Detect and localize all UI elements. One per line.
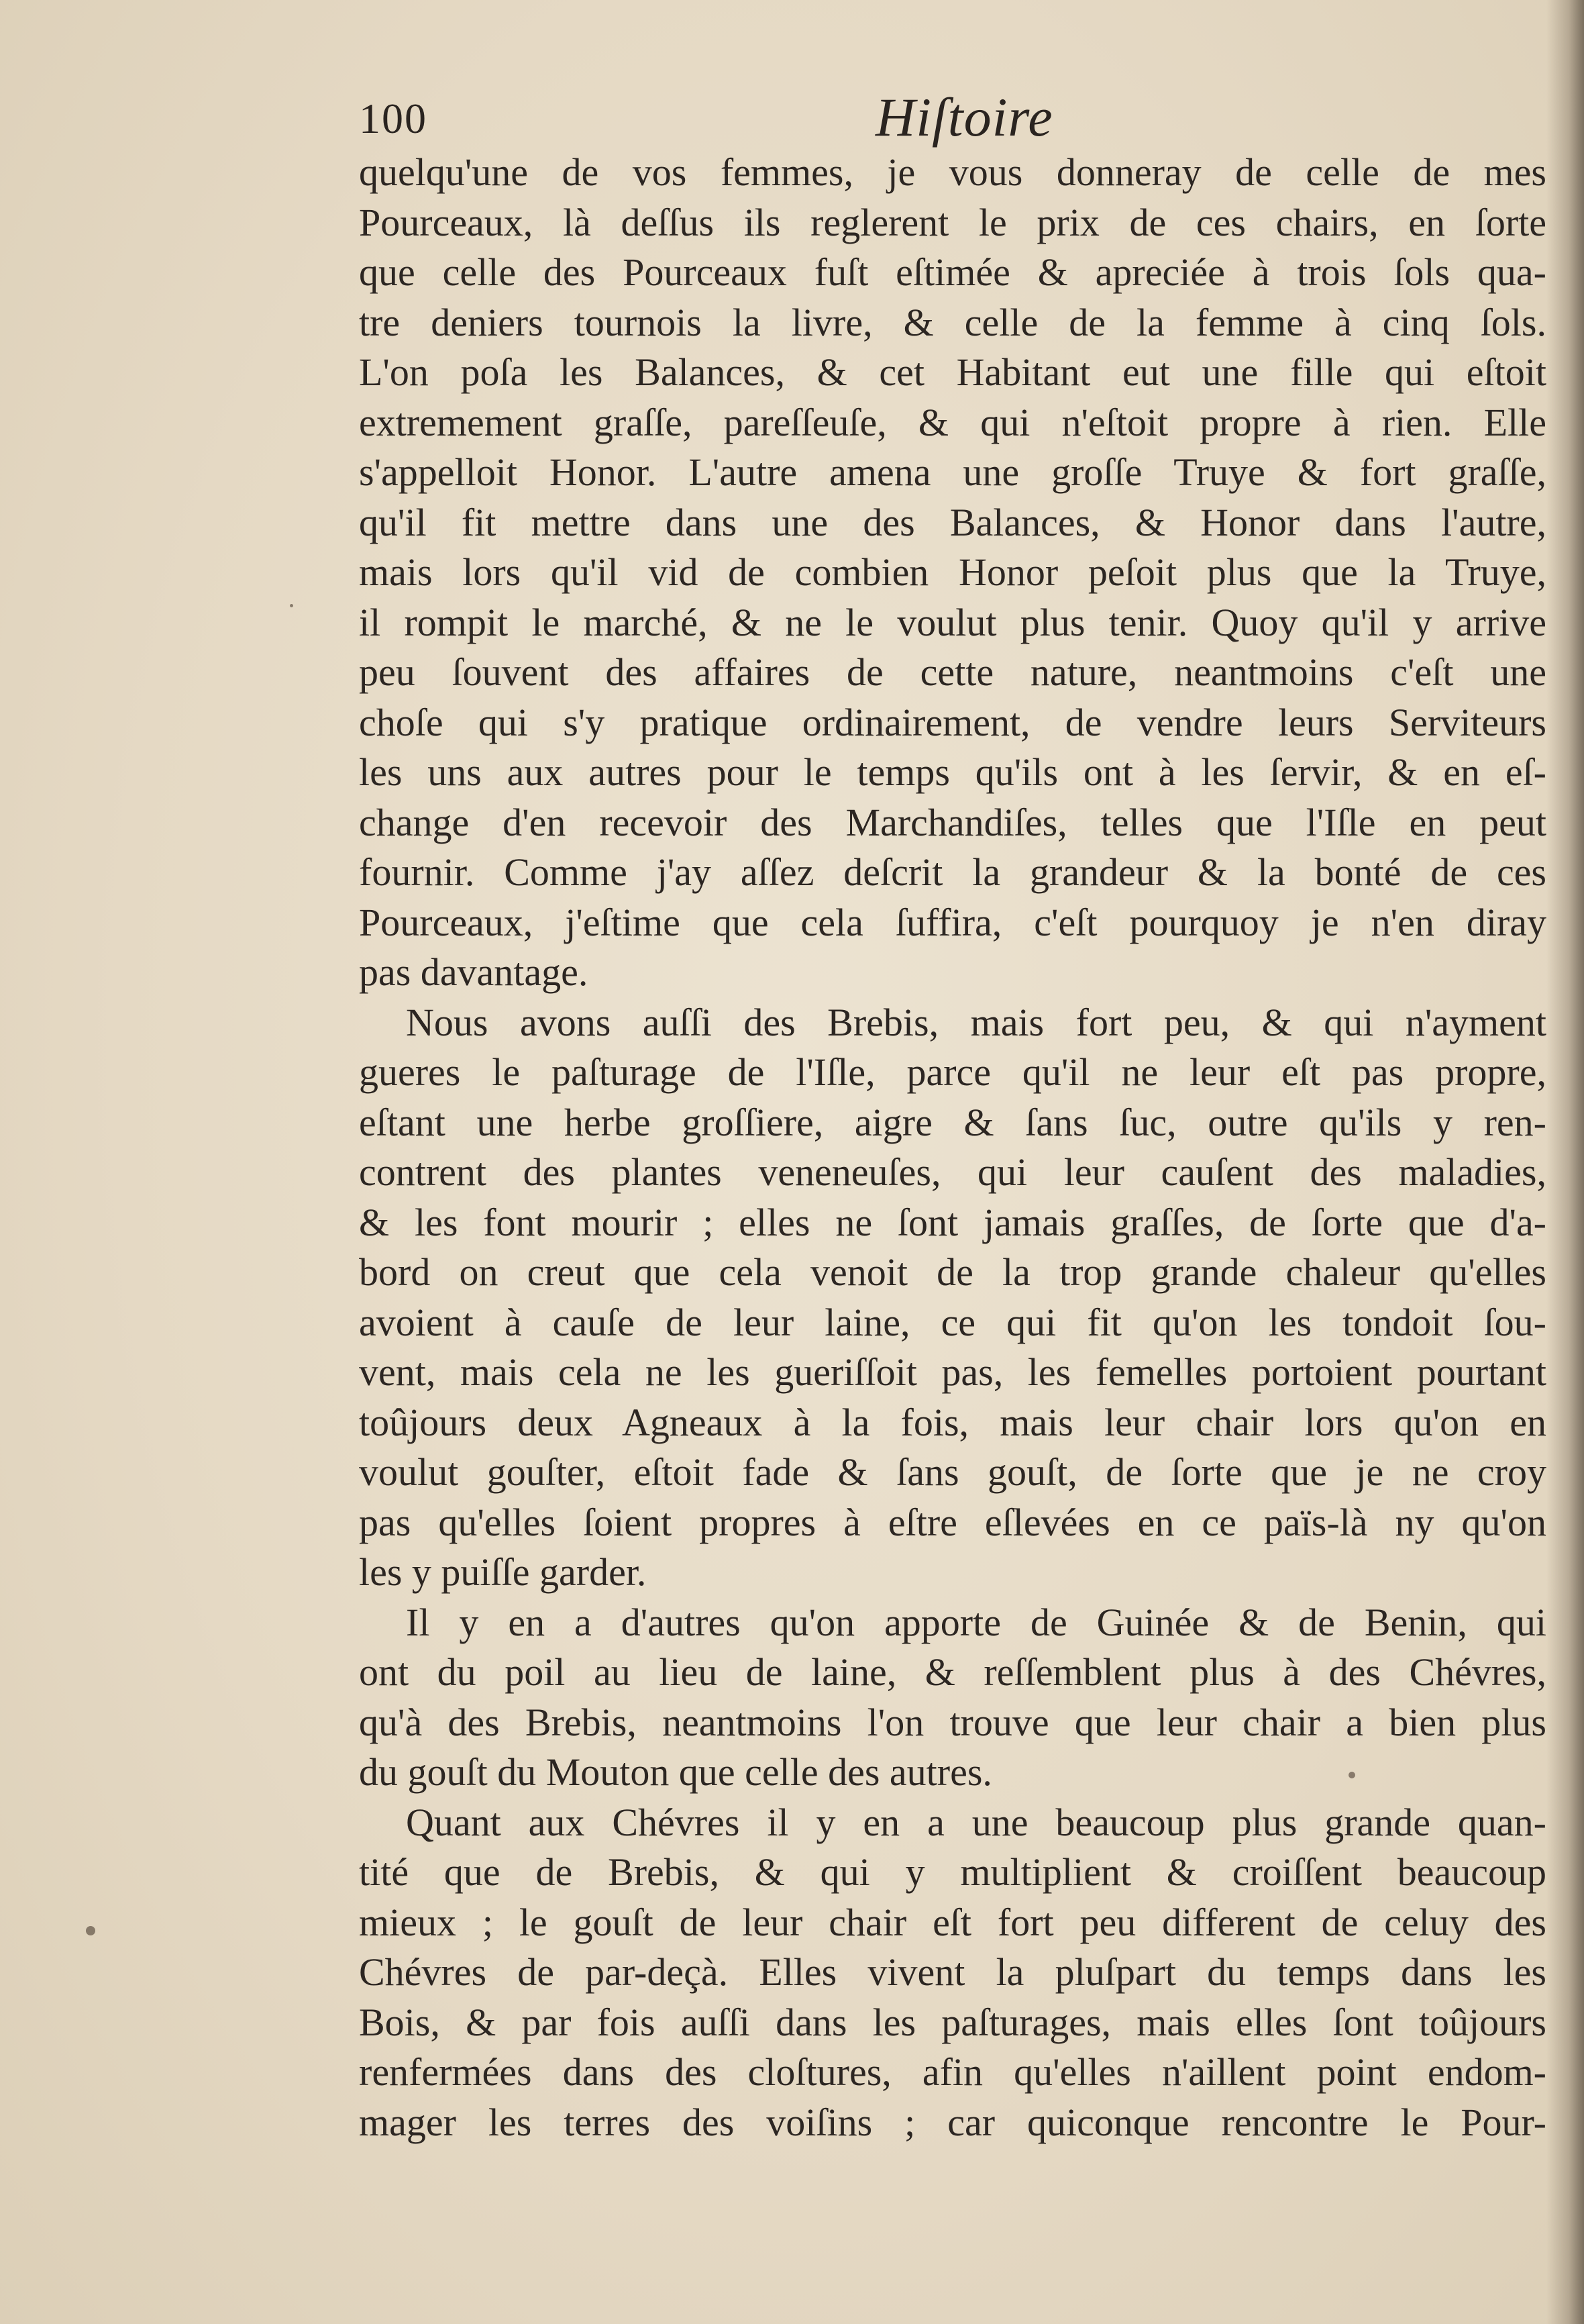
text-line: bord on creut que cela venoit de la trop grande chaleur qu'elles [359,1250,1546,1294]
text-line: fournir. Comme j'ay aſſez deſcrit la grandeur & la bonté de ces [359,850,1546,894]
text-line: pas davantage. [359,950,588,994]
text-line: mieux ; le gouſt de leur chair eſt fort peu different de celuy des [359,1900,1546,1944]
text-line: avoient à cauſe de leur laine, ce qui fit qu'on les tondoit ſou- [359,1300,1546,1344]
text-line: du gouſt du Mouton que celle des autres. [359,1750,992,1794]
paragraph-start-line: Nous avons auſſi des Brebis, mais fort peu, & qui n'ayment [406,1000,1546,1044]
text-line: contrent des plantes veneneuſes, qui leur cauſent des maladies, [359,1150,1546,1194]
text-line: les y puiſſe garder. [359,1550,647,1594]
text-line: L'on poſa les Balances, & cet Habitant eut une fille qui eſtoit [359,350,1546,394]
text-line: Pourceaux, j'eſtime que cela ſuffira, c'eſt pourquoy je n'en diray [359,900,1546,944]
text-line: quelqu'une de vos femmes, je vous donneray de celle de mes [359,150,1546,194]
page-header [359,81,1546,154]
running-title: Hiſtoire [876,87,1053,148]
text-line: ont du poil au lieu de laine, & reſſemblent plus à des Chévres, [359,1650,1546,1694]
text-line: Chévres de par-deçà. Elles vivent la pluſpart du temps dans les [359,1950,1546,1994]
text-line: choſe qui s'y pratique ordinairement, de vendre leurs Serviteurs [359,700,1546,744]
text-line: pas qu'elles ſoient propres à eſtre eſlevées en ce païs-là ny qu'on [359,1500,1546,1544]
ink-speck [1349,1772,1355,1778]
text-line: renfermées dans des cloſtures, afin qu'elles n'aillent point endom- [359,2050,1546,2094]
text-line: change d'en recevoir des Marchandiſes, telles que l'Iſle en peut [359,800,1546,844]
ink-speck [290,604,293,607]
text-line: Bois, & par fois auſſi dans les paſturages, mais elles ſont toûjours [359,2000,1546,2044]
text-line: qu'il fit mettre dans une des Balances, & Honor dans l'autre, [359,500,1546,544]
text-line: mager les terres des voiſins ; car quiconque rencontre le Pour- [359,2100,1546,2144]
text-line: & les font mourir ; elles ne ſont jamais graſſes, de ſorte que d'a- [359,1200,1546,1244]
text-line: gueres le paſturage de l'Iſle, parce qu'il ne leur eſt pas propre, [359,1050,1546,1094]
page-gutter-shadow [1546,0,1584,2324]
text-line: toûjours deux Agneaux à la fois, mais leur chair lors qu'on en [359,1400,1546,1444]
text-line: les uns aux autres pour le temps qu'ils ont à les ſervir, & en eſ- [359,750,1546,794]
text-line: peu ſouvent des affaires de cette nature, neantmoins c'eſt une [359,650,1546,694]
text-line: qu'à des Brebis, neantmoins l'on trouve que leur chair a bien plus [359,1700,1546,1744]
text-line: eſtant une herbe groſſiere, aigre & ſans ſuc, outre qu'ils y ren- [359,1100,1546,1144]
text-line: tité que de Brebis, & qui y multiplient & croiſſent beaucoup [359,1850,1546,1894]
body-text [359,148,1546,2148]
text-line: extremement graſſe, pareſſeuſe, & qui n'eſtoit propre à rien. Elle [359,400,1546,444]
text-line: voulut gouſter, eſtoit fade & ſans gouſt, de ſorte que je ne croy [359,1450,1546,1494]
text-line: vent, mais cela ne les gueriſſoit pas, les femelles portoient pourtant [359,1350,1546,1394]
page-number: 100 [359,95,427,142]
paragraph-start-line: Quant aux Chévres il y en a une beaucoup plus grande quan- [406,1800,1546,1844]
text-line: Pourceaux, là deſſus ils reglerent le prix de ces chairs, en ſorte [359,200,1546,244]
text-line: que celle des Pourceaux fuſt eſtimée & apreciée à trois ſols qua- [359,250,1546,294]
text-line: s'appelloit Honor. L'autre amena une groſſe Truye & fort graſſe, [359,450,1546,494]
text-line: mais lors qu'il vid de combien Honor peſoit plus que la Truye, [359,550,1546,594]
paragraph-start-line: Il y en a d'autres qu'on apporte de Guinée & de Benin, qui [406,1600,1546,1644]
text-line: il rompit le marché, & ne le voulut plus tenir. Quoy qu'il y arrive [359,600,1546,644]
ink-speck [86,1926,95,1935]
text-line: tre deniers tournois la livre, & celle de la femme à cinq ſols. [359,300,1546,344]
